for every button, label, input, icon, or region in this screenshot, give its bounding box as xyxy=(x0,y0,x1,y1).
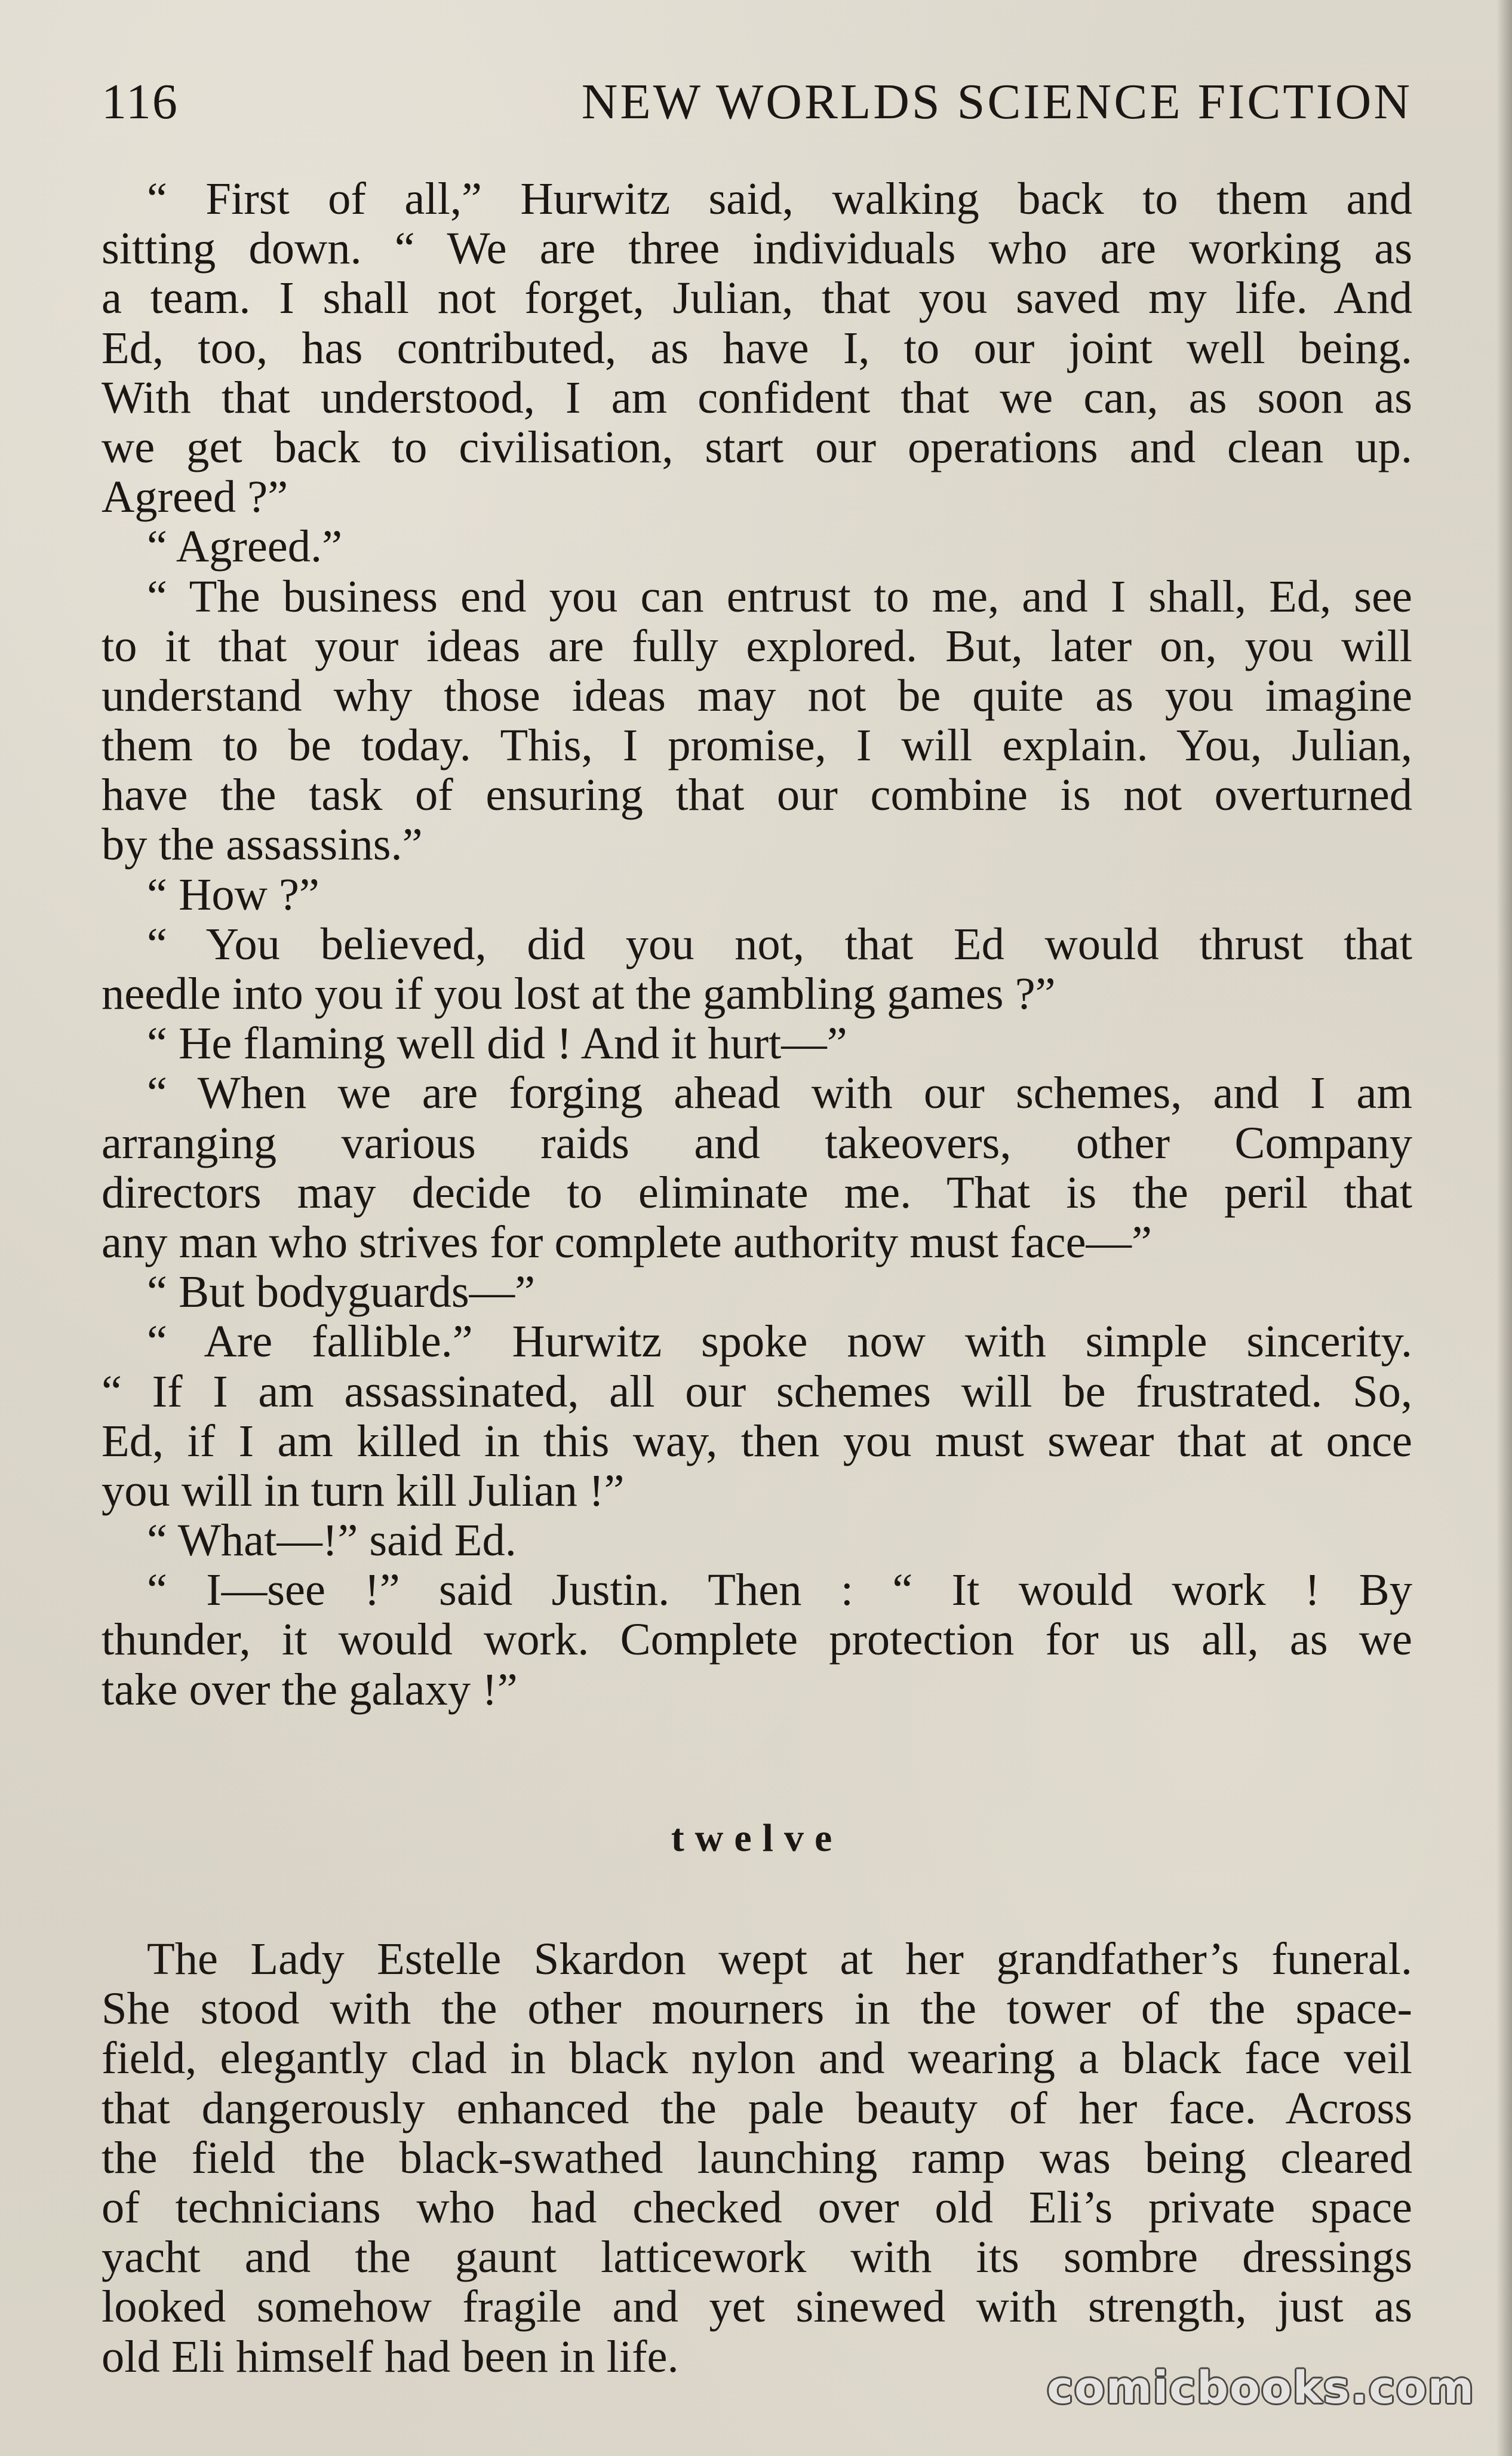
chapter-heading: twelve xyxy=(671,1816,843,1860)
page-edge-shadow xyxy=(1496,0,1512,2456)
text-line: “ I—see !” said Justin. Then : “ It would work ! By xyxy=(147,1564,1412,1616)
watermark-logo: comicbooks.com xyxy=(1047,2362,1475,2414)
text-line: to it that your ideas are fully explored. But, later on, you will xyxy=(102,620,1412,671)
text-line: “ You believed, did you not, that Ed would thrust that xyxy=(147,918,1412,969)
text-line: thunder, it would work. Complete protection for us all, as we xyxy=(102,1614,1412,1665)
text-line: take over the galaxy !” xyxy=(102,1663,518,1715)
text-line: She stood with the other mourners in the tower of the space- xyxy=(102,1983,1412,2034)
text-line: “ He flaming well did ! And it hurt—” xyxy=(147,1018,847,1069)
text-line: have the task of ensuring that our combine is not overturned xyxy=(102,769,1412,821)
text-line: them to be today. This, I promise, I will explain. You, Julian, xyxy=(102,720,1412,771)
text-line: With that understood, I am confident that we can, as soon as xyxy=(102,372,1412,423)
text-line: a team. I shall not forget, Julian, that you saved my life. And xyxy=(102,272,1412,324)
text-line: the field the black-swathed launching ramp was being cleared xyxy=(102,2132,1412,2183)
text-line: by the assassins.” xyxy=(102,819,423,870)
text-line: old Eli himself had been in life. xyxy=(102,2331,679,2382)
running-head xyxy=(102,73,1412,133)
dialogue-text-block xyxy=(102,174,1412,1714)
text-line: we get back to civilisation, start our operations and clean up. xyxy=(102,421,1412,472)
text-line: “ If I am assassinated, all our schemes will be frustrated. So, xyxy=(102,1365,1412,1417)
text-line: “ But bodyguards—” xyxy=(147,1266,536,1318)
text-line: “ First of all,” Hurwitz said, walking back to them and xyxy=(147,173,1412,224)
text-line: The Lady Estelle Skardon wept at her grandfather’s funeral. xyxy=(147,1933,1412,1984)
text-line: Ed, too, has contributed, as have I, to our joint well being. xyxy=(102,322,1412,373)
text-line: arranging various raids and takeovers, other Company xyxy=(102,1117,1412,1168)
text-line: that dangerously enhanced the pale beauty of her face. Across xyxy=(102,2082,1412,2133)
text-line: you will in turn kill Julian !” xyxy=(102,1465,625,1516)
text-line: “ Agreed.” xyxy=(147,521,343,572)
text-line: field, elegantly clad in black nylon and wearing a black face veil xyxy=(102,2033,1412,2084)
text-line: yacht and the gaunt latticework with its sombre dressings xyxy=(102,2231,1412,2283)
text-line: understand why those ideas may not be quite as you imagine xyxy=(102,670,1412,721)
text-line: “ The business end you can entrust to me, and I shall, Ed, see xyxy=(147,570,1412,622)
page-number: 116 xyxy=(102,74,179,130)
text-line: Ed, if I am killed in this way, then you must swear that at once xyxy=(102,1415,1412,1466)
text-line: looked somehow fragile and yet sinewed with strength, just as xyxy=(102,2281,1412,2332)
text-line: “ When we are forging ahead with our schemes, and I am xyxy=(147,1067,1412,1119)
text-line: of technicians who had checked over old Eli’s private space xyxy=(102,2181,1412,2233)
text-line: “ What—!” said Ed. xyxy=(147,1515,517,1566)
journal-title: NEW WORLDS SCIENCE FICTION xyxy=(581,74,1412,130)
chapter-text-block xyxy=(102,1934,1412,2381)
text-line: sitting down. “ We are three individuals who are working as xyxy=(102,223,1412,274)
text-line: needle into you if you lost at the gambling games ?” xyxy=(102,968,1056,1019)
text-line: any man who strives for complete authority must face—” xyxy=(102,1216,1152,1267)
text-line: Agreed ?” xyxy=(102,471,288,523)
text-line: “ How ?” xyxy=(147,868,319,920)
text-line: “ Are fallible.” Hurwitz spoke now with simple sincerity. xyxy=(147,1316,1412,1367)
text-line: directors may decide to eliminate me. That is the peril that xyxy=(102,1166,1412,1218)
